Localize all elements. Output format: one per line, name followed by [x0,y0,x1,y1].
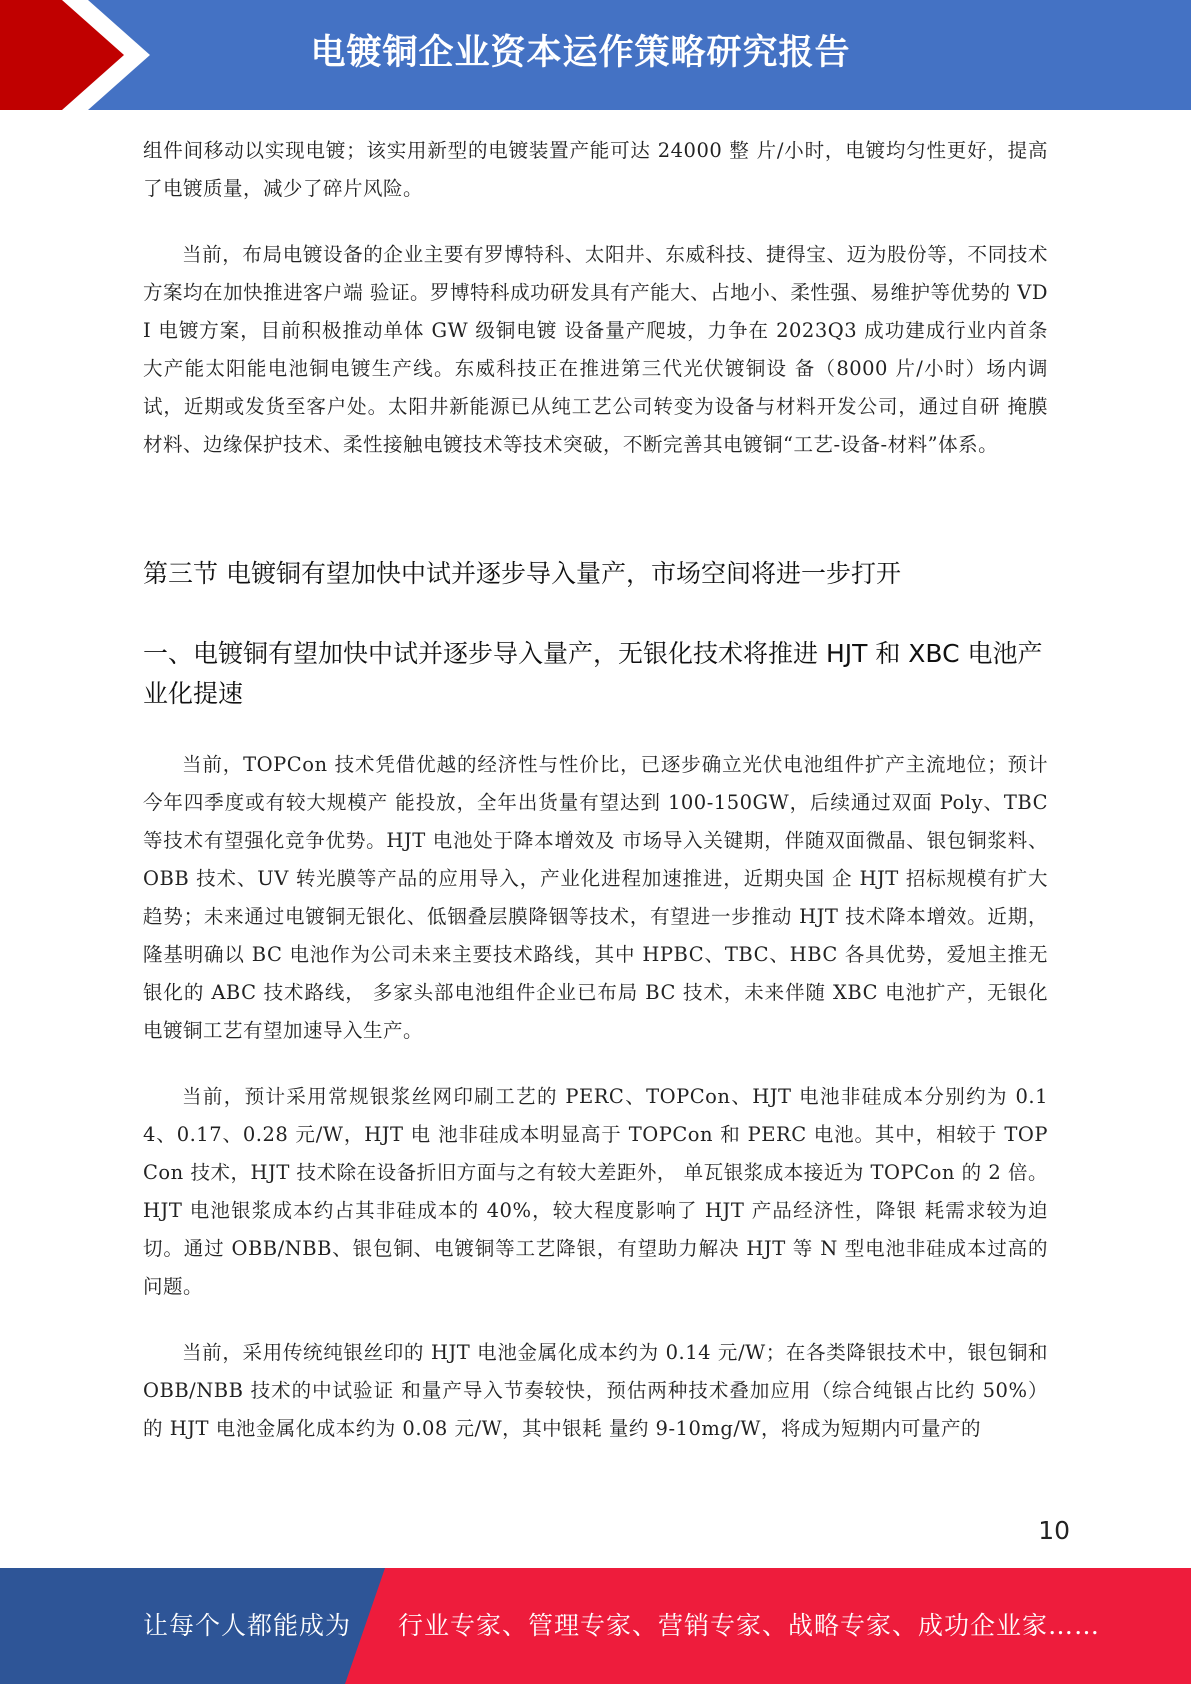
page-number: 10 [1038,1516,1070,1545]
paragraph-2: 当前，布局电镀设备的企业主要有罗博特科、太阳井、东威科技、捷得宝、迈为股份等，不同技术方案均在加快推进客户端 验证。罗博特科成功研发具有产能大、占地小、柔性强、易维护等优势的 VDI 电镀方案，目前积极推动单体 GW 级铜电镀 设备量产爬坡，力争在 2023Q3 成功建成行业内首条大产能太阳能电池铜电镀生产线。东威科技正在推进第三代光伏镀铜设 备（8000 片/小时）场内调试，近期或发货至客户处。太阳井新能源已从纯工艺公司转变为设备与材料开发公司，通过自研 掩膜材料、边缘保护技术、柔性接触电镀技术等技术突破，不断完善其电镀铜“工艺-设备-材料”体系。 [143,243,1048,456]
paragraph-5: 当前，采用传统纯银丝印的 HJT 电池金属化成本约为 0.14 元/W；在各类降银技术中，银包铜和 OBB/NBB 技术的中试验证 和量产导入节奏较快，预估两种技术叠加应用（综合纯银占比约 50%）的 HJT 电池金属化成本约为 0.08 元/W，其中银耗 量约 9-10mg/W，将成为短期内可量产的 [143,1341,1048,1440]
subsection-heading: 一、电镀铜有望加快中试并逐步导入量产，无银化技术将推进 HJT 和 XBC 电池产业化提速 [143,639,1043,708]
page-header [0,0,1191,110]
paragraph-3: 当前，TOPCon 技术凭借优越的经济性与性价比，已逐步确立光伏电池组件扩产主流地位；预计今年四季度或有较大规模产 能投放，全年出货量有望达到 100-150GW，后续通过双面 Poly、TBC 等技术有望强化竞争优势。HJT 电池处于降本增效及 市场导入关键期，伴随双面微晶、银包铜浆料、OBB 技术、UV 转光膜等产品的应用导入，产业化进程加速推进，近期央国 企 HJT 招标规模有扩大趋势；未来通过电镀铜无银化、低铟叠层膜降铟等技术，有望进一步推动 HJT 技术降本增效。近期， 隆基明确以 BC 电池作为公司未来主要技术路线，其中 HPBC、TBC、HBC 各具优势，爱旭主推无银化的 ABC 技术路线， 多家头部电池组件企业已布局 BC 技术，未来伴随 XBC 电池扩产，无银化电镀铜工艺有望加速导入生产。 [143,753,1048,1042]
paragraph-1: 组件间移动以实现电镀；该实用新型的电镀装置产能可达 24000 整 片/小时，电镀均匀性更好，提高了电镀质量，减少了碎片风险。 [143,139,1048,200]
document-body [143,132,1048,1448]
section-heading: 第三节 电镀铜有望加快中试并逐步导入量产，市场空间将进一步打开 [143,559,901,588]
page-footer [0,1568,1191,1684]
paragraph-4: 当前，预计采用常规银浆丝网印刷工艺的 PERC、TOPCon、HJT 电池非硅成本分别约为 0.14、0.17、0.28 元/W，HJT 电 池非硅成本明显高于 TOPCon 和 PERC 电池。其中，相较于 TOPCon 技术，HJT 技术除在设备折旧方面与之有较大差距外， 单瓦银浆成本接近为 TOPCon 的 2 倍。HJT 电池银浆成本约占其非硅成本的 40%，较大程度影响了 HJT 产品经济性，降银 耗需求较为迫切。通过 OBB/NBB、银包铜、电镀铜等工艺降银，有望助力解决 HJT 等 N 型电池非硅成本过高的问题。 [143,1085,1048,1298]
footer-slogan-left: 让每个人都能成为 [143,1611,352,1640]
footer-slogan-right: 行业专家、管理专家、营销专家、战略专家、成功企业家…… [398,1611,1101,1640]
report-title: 电镀铜企业资本运作策略研究报告 [310,33,851,73]
